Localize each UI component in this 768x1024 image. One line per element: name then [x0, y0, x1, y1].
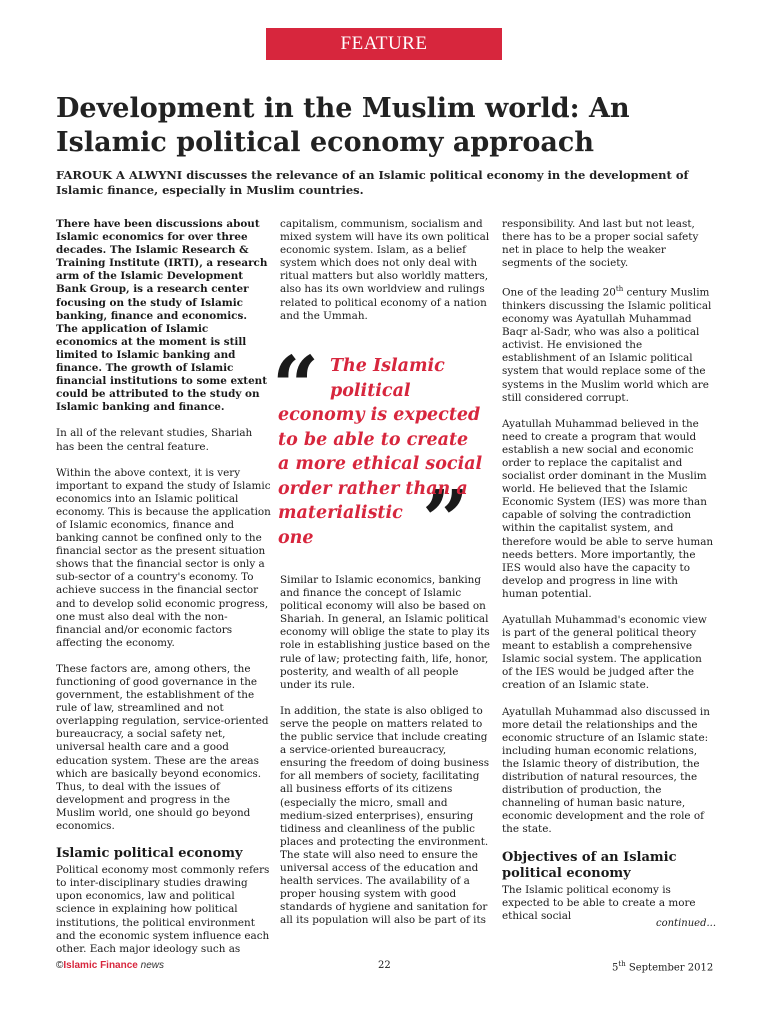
paragraph: These factors are, among others, the functioning of good governance in the government, the establishment of the rule of law, streamlined and not overlapping regulation, service-oriented bureaucracy, a social safety net, universal health care and a good education system. These are the areas which are basically beyond economics. Thus, to deal with the issues of development and progress in the Muslim world, one should go beyond economics. — [56, 662, 269, 833]
column-1 — [56, 218, 272, 969]
paragraph: responsibility. And last but not least, there has to be a proper social safety net in place to help the weaker segments of the society. — [502, 218, 699, 270]
paragraph: Similar to Islamic economics, banking and finance the concept of Islamic political economy will also be based on Shariah. In general, an Islamic political economy will oblige the state to play its role in establishing justice based on the rule of law; protecting faith, life, honor, posterity, and wealth of all people under its rule. — [280, 574, 491, 691]
pull-quote-text — [278, 354, 488, 550]
paragraph: capitalism, communism, socialism and mixed system will have its own political economic system. Islam, as a belief system which does not only deal with ritual matters but also worldly matters, also has its own worldview and rulings related to political economy of a nation and the Ummah. — [280, 218, 490, 322]
pull-quote-line: to be able to create — [278, 429, 469, 450]
issue-date: 5th September 2012 — [612, 960, 714, 974]
pull-quote-line: one — [278, 527, 314, 548]
paragraph: Political economy most commonly refers to inter-disciplinary studies drawing upon economics, law and political science in explaining how political institutions, the political environment and the economic system influence each other. Each major ideology such as — [56, 864, 270, 955]
article-title: Development in the Muslim world: An Islamic political economy approach — [56, 93, 630, 158]
column-3 — [502, 218, 717, 936]
open-quote-mark-icon: “ — [272, 339, 320, 435]
paragraph: In addition, the state is also obliged to serve the people on matters related to the public service that include creating a service-oriented bureaucracy, ensuring the freedom of doing business for all members of society, facilitating all business efforts of its citizens (especially the micro, small and medium-sized enterprises), ensuring tidiness and cleanliness of the public places and protecting the environment. The state will also need to ensure the universal access of the education and health services. The availability of a proper housing system with good standards of hygiene and sanitation for all its population will also be part of its — [280, 704, 490, 927]
publication-logo: ©Islamic Finance news — [56, 960, 164, 971]
pull-quote-line: materialistic — [278, 503, 403, 523]
paragraph: One of the leading 20th century Muslim thinkers discussing the Islamic political economy was Ayatullah Muhammad Baqr al-Sadr, who was also a political activist. He envisioned the establishment of an Islamic political system that would replace some of the systems in the Muslim world which are still considered corrupt. — [502, 285, 712, 404]
column-2-continued — [280, 574, 492, 940]
close-quote-mark-icon: ” — [422, 473, 470, 569]
paragraph: In all of the relevant studies, Shariah has been the central feature. — [56, 427, 253, 453]
pull-quote-line: economy is expected — [278, 405, 481, 425]
page-number: 22 — [378, 960, 391, 971]
column-2 — [280, 218, 492, 336]
lead-paragraph: There have been discussions about Islamic economics for over three decades. The Islamic Research & Training Institute (IRTI), a research arm of the Islamic Development Bank Group, is a research center focusing on the study of Islamic banking, finance and economics. The application of Islamic economics at the moment is still limited to Islamic banking and finance. The growth of Islamic financial institutions to some extent could be attributed to the study on Islamic banking and finance. — [56, 218, 268, 414]
paragraph: Ayatullah Muhammad also discussed in more detail the relationships and the economic structure of an Islamic state: including human economic relations, the Islamic theory of distribution, the distribution of natural resources, the distribution of production, the channeling of human basic nature, economic development and the role of the state. — [502, 705, 710, 836]
pull-quote-line: a more ethical social — [278, 454, 483, 474]
continued-note: continued... — [656, 918, 717, 929]
paragraph: Ayatullah Muhammad believed in the need to create a program that would establish a new social and economic order to replace the capitalist and socialist order dominant in the Muslim world. He believed that the Islamic Economic System (IES) was more than capable of solving the contradiction within the capitalist system, and therefore would be able to serve human needs betters. More importantly, the IES would also have the capacity to develop and progress in line with human potential. — [502, 417, 714, 600]
pull-quote-line: order rather than a — [278, 478, 468, 499]
article-standfirst: FAROUK A ALWYNI discusses the relevance of an Islamic political economy in the development of Islamic finance, especially in Muslim countries. — [56, 168, 689, 197]
pull-quote — [272, 339, 494, 569]
section-banner: FEATURE — [266, 28, 502, 60]
pull-quote-line: The Islamic — [330, 356, 445, 376]
pull-quote-line: political — [330, 380, 411, 401]
subheading: Islamic political economy — [56, 846, 243, 862]
paragraph: Ayatullah Muhammad's economic view is part of the general political theory meant to establish a comprehensive Islamic social system. The application of the IES would be judged after the creation of an Islamic state. — [502, 614, 707, 692]
paragraph: The Islamic political economy is expected to be able to create a more ethical social — [502, 883, 696, 922]
subheading: Objectives of an Islamic political economy — [502, 849, 677, 881]
paragraph: Within the above context, it is very important to expand the study of Islamic economics into an Islamic political economy. This is because the application of Islamic economics, finance and banking cannot be confined only to the financial sector as the present situation shows that the financial sector is only a sub-sector of a country's economy. To achieve success in the financial sector and to develop solid economic progress, one must also deal with the non-financial and/or economic factors affecting the economy. — [56, 466, 271, 649]
